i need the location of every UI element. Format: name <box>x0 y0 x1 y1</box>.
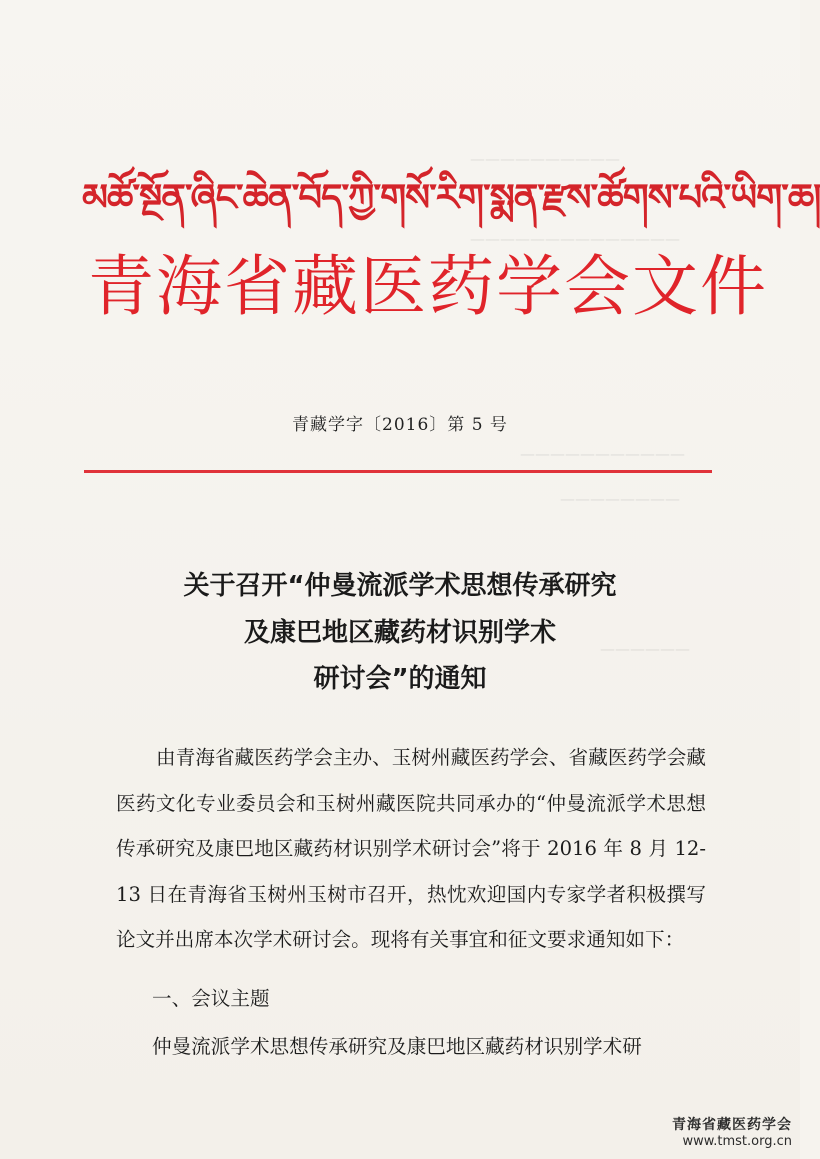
tibetan-org-title: མཚོ་སྔོན་ཞིང་ཆེན་བོད་ཀྱི་གསོ་རིག་སྨན་རྫས་ཚོགས་པའི་ཡིག་ཆ། <box>82 176 820 219</box>
notice-heading-line-2: 及康巴地区藏药材识别学术 <box>243 618 556 648</box>
section-text: 仲曼流派学术思想传承研究及康巴地区藏药材识别学术研 <box>152 1035 642 1058</box>
body-paragraph-text: 由青海省藏医药学会主办、玉树州藏医药学会、省藏医药学会藏医药文化专业委员会和玉树州藏医院共同承办的“仲曼流派学术思想传承研究及康巴地区藏药材识别学术研讨会”将于 2016 年 8 月 12-13 日在青海省玉树州玉树市召开，热忱欢迎国内专家学者积极撰写论文并出席本次学术研讨会。现将有关事宜和征文要求通知如下： <box>116 746 706 951</box>
watermark-url: www.tmst.org.cn <box>682 1134 792 1149</box>
bleed-through-text: ——————————— <box>520 445 685 463</box>
bleed-through-text: —————————————— <box>470 230 680 248</box>
bleed-through-text: —————— <box>600 640 690 658</box>
document-number: 青藏学字〔2016〕第 5 号 <box>292 415 508 435</box>
org-document-title: 青海省藏医药学会文件 <box>88 248 768 325</box>
section-title: 一、会议主题 <box>152 987 270 1010</box>
watermark-org-name: 青海省藏医药学会 <box>672 1117 792 1133</box>
site-watermark <box>672 1114 792 1149</box>
bleed-through-text: ———————— <box>560 490 680 508</box>
body-paragraph <box>116 735 706 963</box>
notice-heading-line-3: 研讨会”的通知 <box>313 664 487 694</box>
bleed-through-text: —————————— <box>470 150 620 168</box>
notice-heading-line-1: 关于召开“仲曼流派学术思想传承研究 <box>183 571 617 601</box>
red-divider-line <box>84 470 712 473</box>
